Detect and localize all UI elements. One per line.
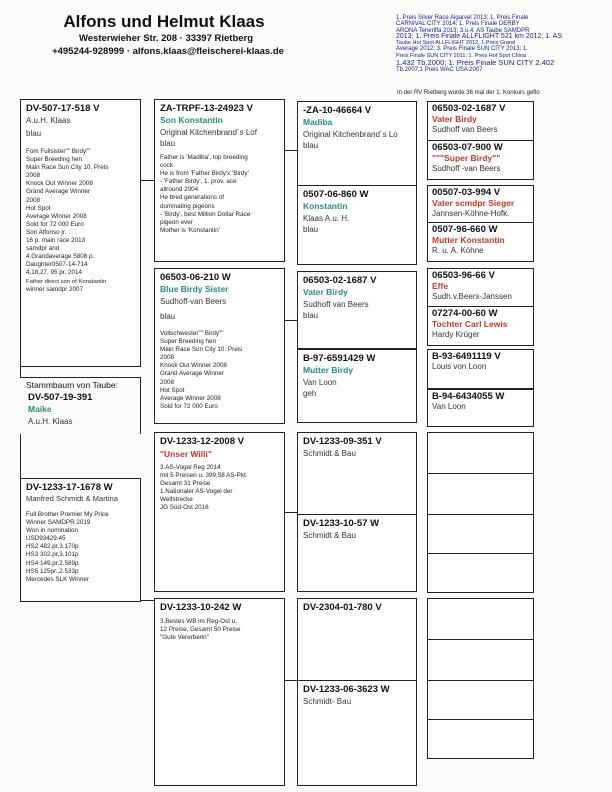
mother-info-line: Mercedes SLK Winner: [26, 575, 89, 583]
g4-card: [427, 268, 534, 308]
gm1-info-line: Super Breeding hen: [160, 338, 217, 346]
g4-name: Tochter Carl Lewis: [432, 319, 508, 329]
g4-empty-card: [427, 514, 534, 554]
achievement-line: ARONA Teneriffa 2013; 3.u.4. AS Taube SAMDPR: [396, 27, 530, 34]
subject-label: Stammbaum von Taube:: [26, 380, 118, 390]
gm2-info-line: "Gute Vererberin": [160, 634, 209, 642]
g3-owner: Klaas A.u. H.: [303, 214, 350, 223]
gm1-ring: 06503-06-210 W: [160, 272, 231, 283]
gm1-info-line: Hot Spot: [160, 386, 185, 394]
gm1-info-line: 2008: [160, 378, 175, 386]
achievement-line: Preis Finale SUN CITY 2011; 1. Preis Hot Spot China: [396, 52, 527, 59]
achievement-line: CARNIVAL CITY 2014; 1. Preis Finale DERBY: [396, 21, 520, 28]
great-grandparent-card: [297, 271, 417, 349]
great-grandparent-card: [297, 514, 417, 592]
achievement-line: 2013; 1. Preis Finale ALLFLIGHT 521 km 2012; 1. AS: [396, 32, 563, 40]
father-info-line: Daughter0507-14-714: [26, 261, 88, 269]
gm2-info-line: 3.Bestes WB im Reg-Ost u.: [160, 618, 237, 625]
g4-name: Vater scmdpr Sieger: [432, 198, 515, 208]
gm1-info-line: Sold for 72 000 Euro: [160, 402, 218, 410]
gf2-info-line: Gesamt 31 Preise: [160, 480, 211, 488]
g4-card: [427, 306, 534, 346]
achievement-line: Tb.2007;1 Preis WAC USA 2007: [396, 67, 483, 74]
g4-ring: 00507-03-994 V: [432, 187, 501, 198]
g4-card: [427, 389, 534, 427]
g4-card: [427, 349, 534, 389]
gf1-info-line: He is from 'Father Birdy'x 'Birdy': [160, 170, 249, 178]
g3-owner: Sudhoff van Beers: [303, 300, 369, 309]
grandmother-maternal-card: [154, 598, 285, 786]
grandfather-paternal-card: [154, 99, 285, 262]
g4-ring: 06503-02-1687 V: [432, 103, 506, 114]
achievement-line: 1. Preis Silver Race Algarvel 2013; 1. Preis Finale: [396, 15, 529, 21]
mother-info-line: USD93429.45: [26, 535, 66, 543]
g4-name: """Super Birdy"": [432, 153, 501, 163]
gf2-info-line: 3.AS-Vogel Reg 2014: [160, 464, 221, 471]
g4-owner: Hardy Krüger: [432, 330, 480, 339]
g4-owner: Louis von Loon: [432, 362, 487, 371]
gm1-info-line: Grand Average Winner: [160, 370, 224, 378]
gm1-info-line: Knock Out Winner 2008: [160, 362, 227, 370]
g4-name: Mutter Konstantin: [432, 235, 505, 245]
father-info-line: Sold for 72 000 Euro: [26, 220, 84, 228]
g3-name: Mutter Birdy: [303, 365, 354, 375]
gf2-ring: DV-1233-12-2008 V: [160, 436, 244, 447]
gf2-info-line: JG Süd-Ost 2016: [160, 504, 209, 512]
g3-color: blau: [303, 311, 319, 320]
g4-card: [427, 185, 534, 223]
breeder-title: Alfons und Helmut Klaas: [63, 12, 265, 31]
achievement-line: 1.432 Tb.2000; 1. Preis Finale SUN CITY 2.402: [396, 58, 555, 68]
mother-info-line: HS5 125pr.,2.533p: [26, 567, 79, 575]
father-info-line: winner samdpr 2007: [26, 285, 84, 293]
father-info-line: 4.Grandaverage 5808 p.: [26, 253, 95, 261]
g4-card: [427, 101, 534, 141]
great-grandparent-card: [297, 185, 417, 265]
great-grandparent-card: [297, 598, 417, 684]
father-info-line: 4,18,27, 95 pr. 2014: [26, 269, 83, 277]
gf1-ring: ZA-TRPF-13-24923 V: [160, 103, 253, 114]
gf1-color: blau: [160, 139, 176, 148]
father-color: blau: [26, 129, 42, 138]
gf1-info-line: Mother is 'Konstantin': [160, 226, 220, 234]
father-ring: DV-507-17-518 V: [26, 103, 100, 114]
g3-ring: 0507-06-860 W: [303, 189, 369, 200]
gf1-info-line: allround 2004: [160, 186, 199, 194]
g4-card: [427, 140, 534, 180]
great-grandparent-card: [297, 349, 417, 423]
gf2-info-line: 1.Nationaler AS-Vogel der: [160, 488, 233, 496]
connector-line: [140, 600, 154, 601]
g4-ring: 07274-00-60 W: [432, 308, 498, 319]
connector-line: [285, 512, 297, 513]
father-owner: A.u.H. Klaas: [26, 116, 71, 125]
mother-info-line: HS2 482.pr,3.170p: [26, 543, 79, 551]
gm1-name: Blue Birdy Sister: [160, 284, 229, 294]
gf1-info-line: - 'Birdy', best Million Dollar Race: [160, 210, 251, 218]
achievements-block: [396, 15, 601, 73]
g3-owner: Schmidt- Bau: [303, 697, 352, 706]
father-info-line: 2008: [26, 172, 41, 180]
father-info-line: Grand Average Winner: [26, 188, 90, 196]
g3-ring: -ZA-10-46664 V: [303, 105, 372, 116]
g3-ring: B-97-6591429 W: [303, 353, 376, 364]
gf1-info-line: Father is 'Madiba', top breeding: [160, 154, 248, 161]
g3-ring: DV-1233-06-3623 W: [303, 684, 390, 695]
g4-owner: Sudh.v.Beers-Janssen: [432, 292, 512, 301]
g4-owner: Van Loon: [432, 402, 466, 411]
mother-info-line: Won in nomination: [26, 527, 79, 535]
gf1-info-line: pigeon ever: [160, 218, 193, 226]
g3-ring: 06503-02-1687 V: [303, 275, 377, 286]
mother-ring: DV-1233-17-1678 W: [26, 482, 113, 493]
g4-ring: 06503-96-66 V: [432, 270, 495, 281]
g3-ring: DV-1233-09-351 V: [303, 436, 382, 447]
g3-owner: Schmidt & Bau: [303, 449, 356, 458]
grandmother-paternal-card: [154, 268, 285, 424]
gf2-info-line: Weltstrecke: [160, 496, 193, 504]
connector-line: [20, 367, 21, 377]
g3-name: Vater Birdy: [303, 287, 348, 297]
g4-name: Vater Birdy: [432, 114, 477, 124]
father-info-line: Knock Out Winner 2008: [26, 180, 93, 188]
g4-empty-card: [427, 719, 534, 759]
mother-info-line: Full Brother Premier My Price: [26, 511, 109, 518]
g4-owner: R. u. A. Köhne: [432, 246, 484, 255]
great-grandparent-card: [297, 101, 417, 189]
breeder-contact: +495244-928999 · alfons.klaas@fleischerei-klaas.de: [52, 46, 284, 57]
g4-empty-card: [427, 432, 534, 474]
g4-empty-card: [427, 598, 534, 640]
achievement-line: Average 2012; 3. Preis Finale SUN CITY 2013; 1.: [396, 46, 528, 53]
connector-line: [285, 320, 297, 321]
gm1-info-line: 2008: [160, 354, 175, 362]
father-card: [20, 99, 141, 367]
g4-empty-card: [427, 473, 534, 515]
g4-empty-card: [427, 639, 534, 681]
g3-name: Madiba: [303, 117, 333, 127]
g4-owner: Sudhoff van Beers: [432, 125, 498, 134]
gf1-info-line: cock: [160, 162, 173, 170]
great-grandparent-card: [297, 680, 417, 786]
father-info-line: 16 p. main race 2013: [26, 237, 86, 245]
grandfather-maternal-card: [154, 432, 285, 592]
breeder-address: Westerwieher Str. 208 · 33397 Rietberg: [78, 33, 254, 44]
g4-ring: 06503-07-900 W: [432, 142, 503, 153]
connector-line: [285, 150, 297, 151]
g3-owner: Schmidt & Bau: [303, 531, 356, 540]
g4-owner: Sudhoff -van Beers: [432, 164, 501, 173]
gf1-owner: Original Kitchenbrand´s Lof: [160, 128, 257, 137]
g4-ring: 0507-96-660 W: [432, 224, 498, 235]
mother-info-line: Winner SAMDPR 2019: [26, 519, 91, 527]
connector-line: [140, 180, 154, 181]
gm1-info-line: Average Winner 2008: [160, 394, 221, 402]
father-info-line: samdpr and: [26, 245, 60, 253]
g3-ring: DV-2304-01-780 V: [303, 602, 382, 613]
connector-line: [285, 680, 297, 681]
gf1-info-line: - 'Father Birdy', 1. prov. ace: [160, 178, 237, 186]
mother-info-line: HS4 149.pr,2.589p: [26, 559, 79, 567]
rv-note: In der RV Rietberg wurde 36 mal der 1. Konkurs geflo: [397, 90, 540, 96]
father-info-line: Fom Fullsister"" Birdy"": [26, 148, 91, 155]
gf1-info-line: He bred generations of: [160, 194, 225, 202]
connector-line: [20, 434, 21, 478]
g3-color: blau: [303, 141, 319, 150]
gf1-name: Son Konstantin: [160, 115, 223, 125]
subject-name: Maike: [28, 404, 52, 414]
g4-empty-card: [427, 553, 534, 593]
great-grandparent-card: [297, 432, 417, 518]
g3-owner: Van Loon: [303, 378, 337, 387]
subject-card: [20, 377, 141, 434]
gf2-name: "Unser Willi": [160, 449, 212, 459]
father-info-line: Main Race Sun City 10. Preis: [26, 164, 109, 172]
g3-name: Konstantin: [303, 201, 348, 211]
g4-owner: Jannsen-Köhne-Hofk.: [432, 209, 510, 218]
subject-owner: A.u.H. Klaas: [28, 417, 73, 426]
gm1-info-line: Vollschwester"" Birdy"": [160, 330, 224, 337]
father-info-line: Super Breeding hen: [26, 156, 83, 164]
gm1-owner: Sudhoff-van Beers: [160, 297, 227, 306]
mother-info-line: HS3 302.pr,3.101p: [26, 551, 79, 559]
gm2-ring: DV-1233-10-242 W: [160, 602, 242, 613]
gf1-info-line: dominating pigeons: [160, 202, 215, 210]
g4-name: Effe: [432, 281, 449, 291]
father-info-line: Father direct son of Konstantin: [26, 278, 107, 285]
g3-color: blau: [303, 225, 319, 234]
father-info-line: 2008: [26, 196, 41, 204]
g3-color: geh: [303, 389, 317, 398]
subject-ring: DV-507-19-391: [28, 392, 93, 403]
father-info-line: Son Alfonso jr.: [26, 228, 67, 236]
g4-card: [427, 222, 534, 262]
g3-ring: DV-1233-10-57 W: [303, 518, 380, 529]
gm1-info-line: Main Race Sun City 10. Preis: [160, 346, 243, 354]
gm1-color: blau: [160, 312, 176, 321]
father-info-line: Average Winner 2008: [26, 212, 87, 220]
g4-ring: B-93-6491119 V: [432, 351, 501, 362]
mother-owner: Manfred Schmidt & Martina: [26, 494, 119, 503]
g4-empty-card: [427, 680, 534, 720]
achievement-line: Taube Hot Spot ALLFLIGHT 2012, 1.Preis Grand: [396, 40, 516, 47]
father-info-line: Hot Spot: [26, 204, 51, 212]
gf2-info-line: mit 5 Preisen u. 399,58 AS-Pkt.: [160, 472, 248, 480]
g3-owner: Original Kitchenbrand´s Lo: [303, 130, 398, 139]
mother-card: [20, 478, 141, 602]
gm2-info-line: 12 Preise, Gesamt 50 Preise: [160, 626, 241, 634]
g4-ring: B-94-6434055 W: [432, 391, 505, 402]
